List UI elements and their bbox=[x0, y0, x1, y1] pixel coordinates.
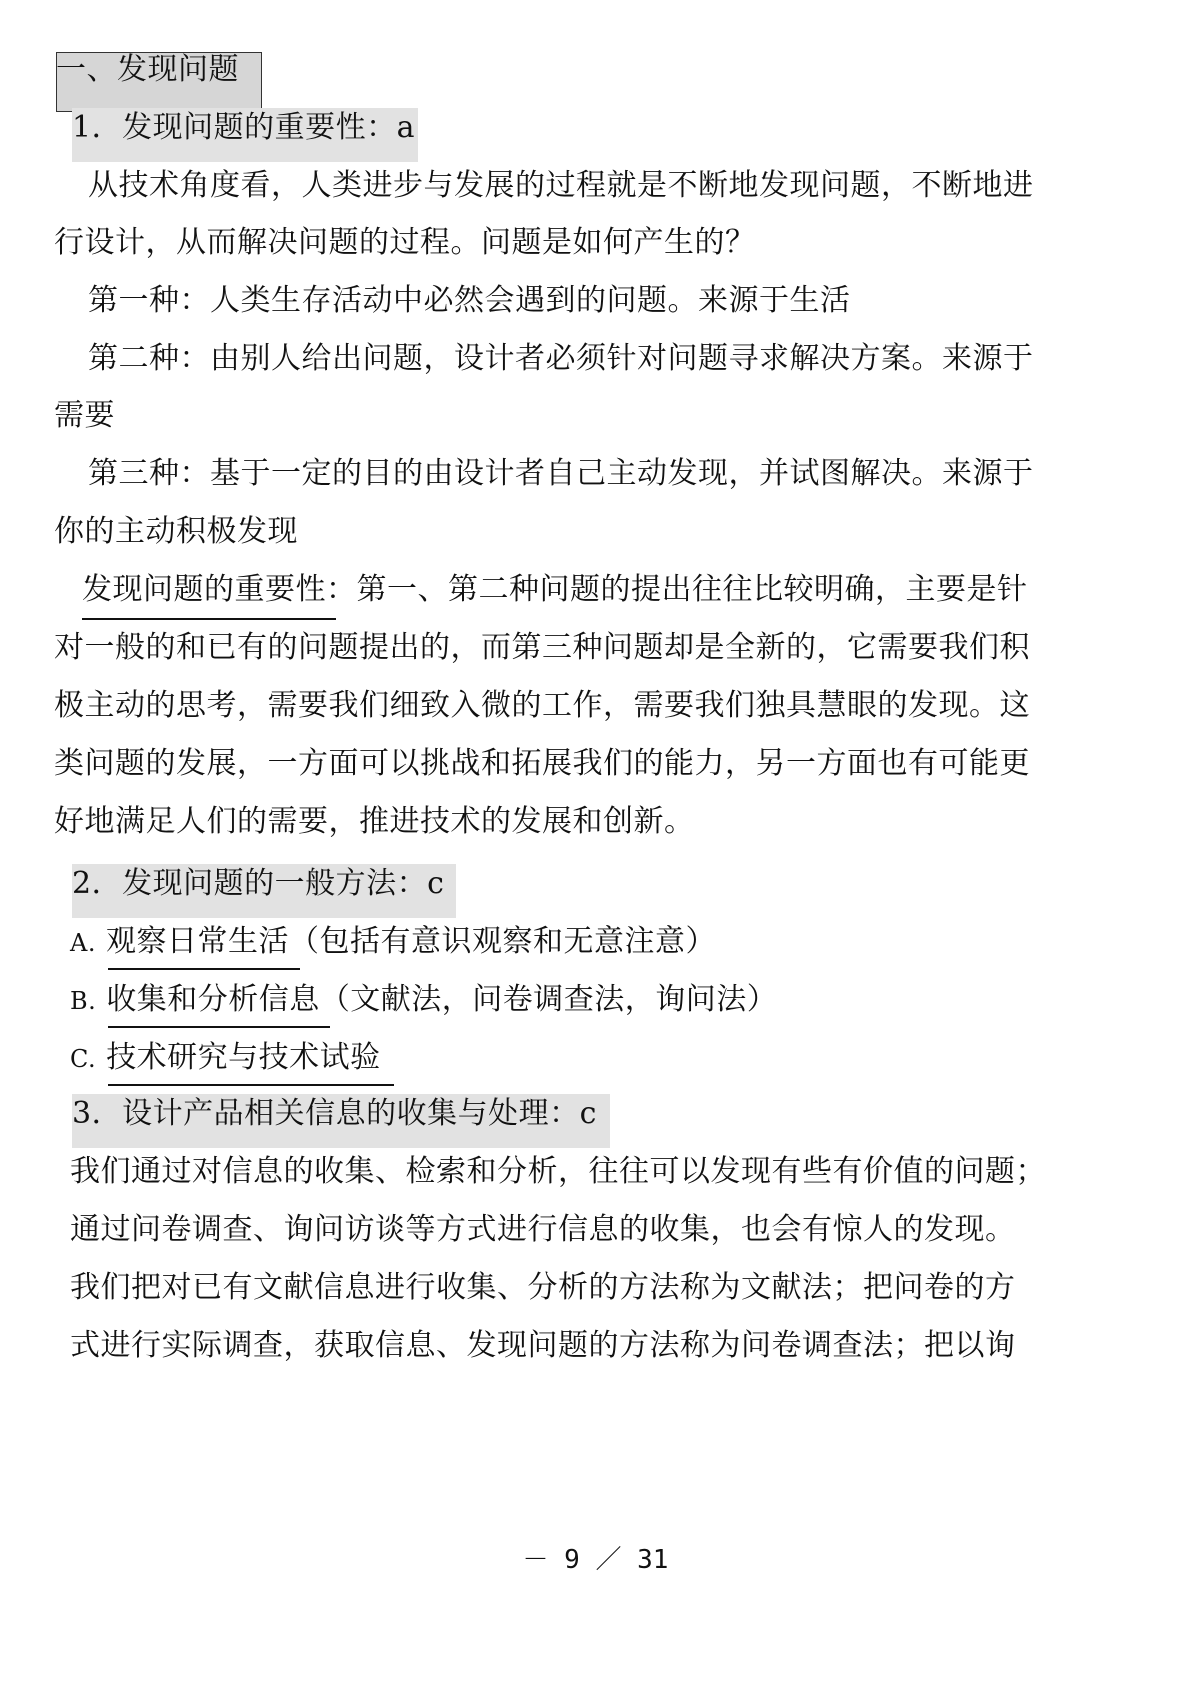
method-item-a bbox=[70, 922, 716, 963]
item-c-underline bbox=[108, 1084, 394, 1086]
paragraph-line: 好地满足人们的需要，推进技术的发展和创新。 bbox=[54, 804, 695, 839]
kind3-line: 第三种：基于一定的目的由设计者自己主动发现，并试图解决。来源于 bbox=[88, 456, 1034, 491]
paragraph-line: 式进行实际调查，获取信息、发现问题的方法称为问卷调查法；把以询 bbox=[70, 1328, 1016, 1363]
section2-title: 2．发现问题的一般方法：c bbox=[72, 866, 445, 901]
kind2-line: 第二种：由别人给出问题，设计者必须针对问题寻求解决方案。来源于 bbox=[88, 341, 1034, 376]
paragraph-line: 行设计，从而解决问题的过程。问题是如何产生的？ bbox=[54, 225, 756, 260]
item-term: 收集和分析信息 bbox=[106, 982, 320, 1017]
item-a-underline bbox=[108, 968, 300, 970]
importance-label: 发现问题的重要性 bbox=[82, 572, 326, 607]
item-letter: B. bbox=[70, 987, 97, 1015]
item-b-underline bbox=[108, 1026, 330, 1028]
importance-line bbox=[82, 570, 1028, 610]
method-item-c bbox=[70, 1038, 381, 1079]
kind1-line: 第一种：人类生存活动中必然会遇到的问题。来源于生活 bbox=[88, 283, 851, 318]
paragraph-line: 我们通过对信息的收集、检索和分析，往往可以发现有些有价值的问题； bbox=[70, 1154, 1046, 1189]
section1-title: 1．发现问题的重要性：a bbox=[72, 110, 415, 145]
section3-title: 3．设计产品相关信息的收集与处理：c bbox=[72, 1096, 597, 1131]
importance-underline bbox=[82, 618, 336, 620]
method-item-b bbox=[70, 980, 777, 1021]
item-term: 观察日常生活 bbox=[106, 924, 290, 959]
paragraph-line: 类问题的发展，一方面可以挑战和拓展我们的能力，另一方面也有可能更 bbox=[54, 746, 1030, 781]
page-number: － 9 ／ 31 bbox=[522, 1545, 669, 1575]
item-term: 技术研究与技术试验 bbox=[106, 1040, 381, 1075]
heading: 一、发现问题 bbox=[56, 52, 239, 87]
item-letter: A. bbox=[70, 929, 96, 957]
paragraph-line: 我们把对已有文献信息进行收集、分析的方法称为文献法；把问卷的方 bbox=[70, 1270, 1016, 1305]
item-rest: （包括有意识观察和无意注意） bbox=[289, 924, 717, 959]
paragraph-line: 极主动的思考，需要我们细致入微的工作，需要我们独具慧眼的发现。这 bbox=[54, 688, 1030, 723]
paragraph-line: 对一般的和已有的问题提出的，而第三种问题却是全新的，它需要我们积 bbox=[54, 630, 1030, 665]
item-rest: （文献法，问卷调查法，询问法） bbox=[319, 982, 778, 1017]
importance-text: ：第一、第二种问题的提出往往比较明确，主要是针 bbox=[326, 572, 1028, 607]
kind3-line: 你的主动积极发现 bbox=[54, 514, 298, 549]
paragraph-line: 通过问卷调查、询问访谈等方式进行信息的收集，也会有惊人的发现。 bbox=[70, 1212, 1016, 1247]
item-letter: C. bbox=[70, 1045, 97, 1073]
kind2-line: 需要 bbox=[54, 398, 115, 433]
paragraph-line: 从技术角度看，人类进步与发展的过程就是不断地发现问题，不断地进 bbox=[88, 168, 1034, 203]
